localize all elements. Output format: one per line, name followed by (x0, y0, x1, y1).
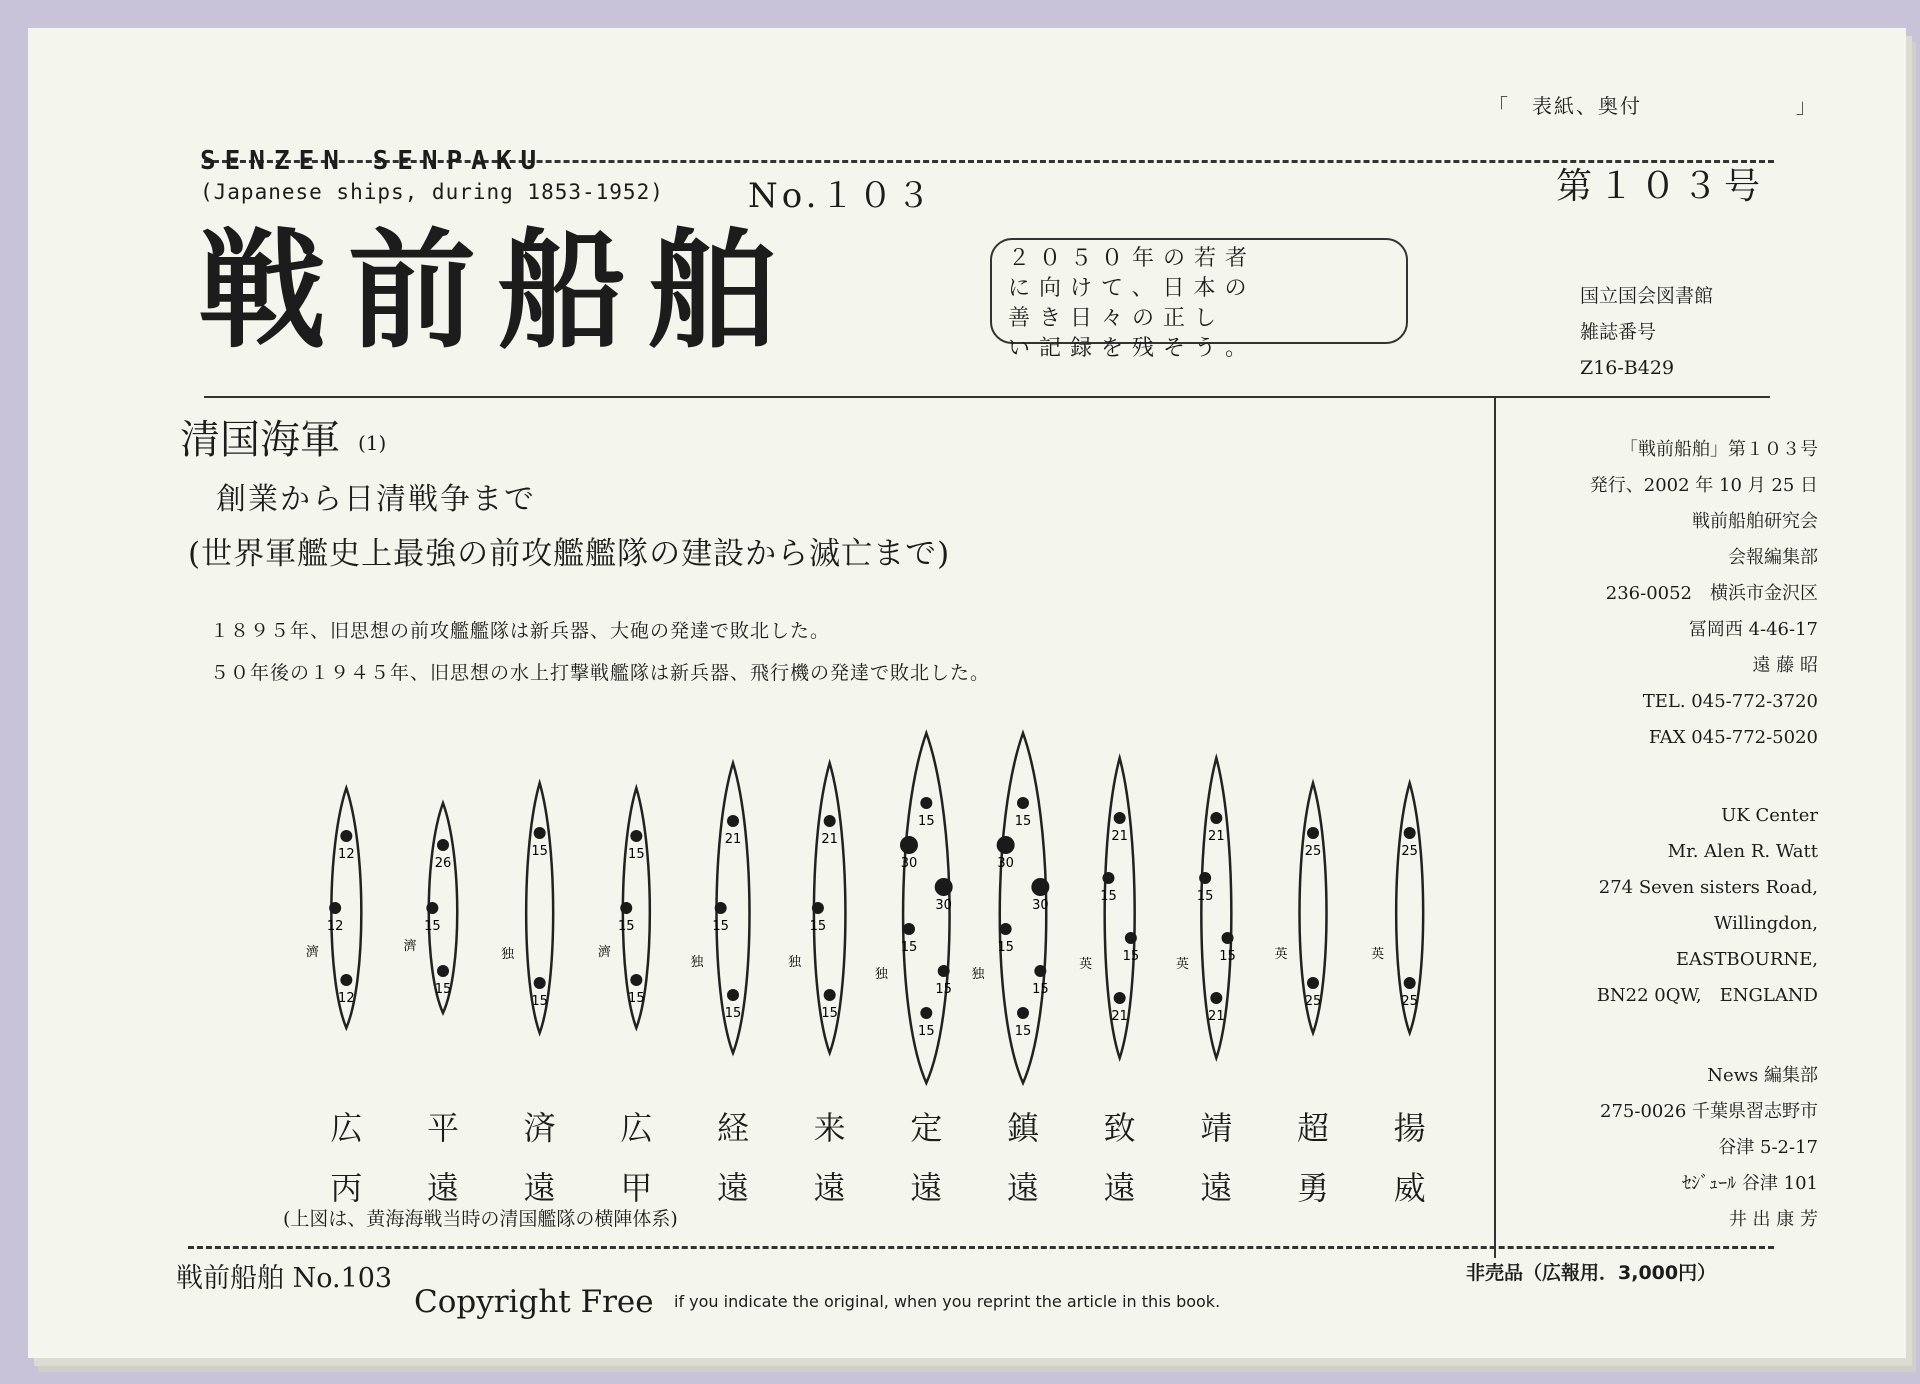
news-line: 井 出 康 芳 (1728, 1209, 1818, 1230)
ship-name-char-2: 遠 (813, 1169, 846, 1207)
gun-calibre-label: 15 (918, 814, 935, 829)
gun-turret (1125, 932, 1137, 944)
publication-line: 遠 藤 昭 (1752, 655, 1818, 676)
gun-turret (1114, 992, 1126, 1004)
publication-line: TEL. 045-772-3720 (1642, 691, 1818, 712)
builder-mark: 英 (1371, 947, 1385, 962)
publication-line: 236-0052 横浜市金沢区 (1605, 583, 1818, 604)
news-line: News 編集部 (1707, 1065, 1818, 1086)
gun-calibre-label: 15 (712, 919, 729, 934)
builder-mark: 英 (1079, 957, 1093, 972)
ship-silhouette (1176, 758, 1236, 1058)
gun-turret (903, 923, 915, 935)
gun-calibre-label: 15 (935, 982, 952, 997)
gun-calibre-label: 15 (434, 982, 452, 997)
gun-calibre-label: 21 (1208, 829, 1225, 844)
ship-name-char-2: 遠 (426, 1169, 459, 1207)
publication-line: FAX 045-772-5020 (1648, 727, 1818, 748)
title-english: SENZEN SENPAKU (200, 146, 546, 176)
sidebar-divider (1494, 398, 1496, 1258)
builder-mark: 濟 (597, 945, 611, 960)
footer-magazine-name: 戦前船舶 No.103 (176, 1263, 393, 1294)
uk-center-line: BN22 0QW, ENGLAND (1596, 985, 1818, 1006)
gun-turret (920, 1007, 932, 1019)
gun-calibre-label: 15 (724, 1006, 742, 1021)
gun-calibre-label: 15 (1100, 889, 1117, 904)
article-subtitle-2: (世界軍艦史上最強の前攻艦艦隊の建設から滅亡まで) (188, 536, 951, 572)
uk-center-line: 274 Seven sisters Road, (1598, 877, 1818, 898)
gun-calibre-label: 15 (1032, 982, 1049, 997)
ship-name-char-1: 致 (1103, 1109, 1136, 1147)
article-subtitle: 創業から日清戦争まで (216, 482, 536, 517)
ship-name-char-1: 超 (1296, 1109, 1329, 1147)
gun-calibre-label: 30 (935, 898, 952, 913)
news-line: 谷津 5-2-17 (1718, 1137, 1818, 1158)
builder-mark: 独 (788, 955, 802, 970)
gun-calibre-label: 15 (531, 844, 548, 859)
gun-turret (1404, 977, 1416, 989)
uk-center-line: EASTBOURNE, (1675, 949, 1818, 970)
gun-turret (727, 815, 739, 827)
gun-turret (534, 977, 546, 989)
gun-turret (1017, 1007, 1029, 1019)
article-title-text: 清国海軍 (180, 417, 340, 463)
ship-silhouette (1274, 783, 1326, 1033)
ship-silhouette (1371, 783, 1423, 1033)
builder-mark: 独 (690, 955, 704, 970)
ship-name (606, 1098, 666, 1218)
gun-turret (620, 902, 632, 914)
magazine-cover (28, 28, 1906, 1358)
gun-turret (1222, 932, 1234, 944)
gun-turret (1031, 878, 1049, 896)
uk-center-info (1508, 798, 1818, 1014)
ship-name-char-1: 鎮 (1006, 1109, 1039, 1147)
ship-name-char-1: 済 (523, 1109, 556, 1147)
uk-center-line: Mr. Alen R. Watt (1667, 841, 1818, 862)
gun-turret (1307, 977, 1319, 989)
ship-silhouette (1079, 758, 1139, 1058)
gun-turret (1199, 872, 1211, 884)
gun-turret (340, 974, 352, 986)
gun-turret (630, 830, 642, 842)
ship-name-char-2: 威 (1393, 1169, 1426, 1207)
gun-calibre-label: 15 (918, 1024, 935, 1039)
top-note: 「 表紙、奥付 」 (1488, 94, 1818, 118)
gun-turret (727, 989, 739, 1001)
motto-line: に向けて、日本の (1008, 276, 1256, 301)
header-rule (204, 396, 1770, 398)
gun-calibre-label: 15 (531, 994, 548, 1009)
gun-calibre-label: 21 (1208, 1009, 1225, 1024)
uk-center-line: Willingdon, (1713, 913, 1818, 934)
gun-calibre-label: 26 (434, 856, 452, 871)
gun-calibre-label: 15 (1014, 1024, 1032, 1039)
motto-line: い記録を残そう。 (1008, 336, 1257, 361)
ship-name (413, 1098, 473, 1218)
gun-calibre-label: 21 (1111, 829, 1128, 844)
ship-name (510, 1098, 570, 1218)
uk-center-line: UK Center (1721, 805, 1818, 826)
gun-turret (630, 974, 642, 986)
ship-name (1380, 1098, 1440, 1218)
ship-name (703, 1098, 763, 1218)
body-line-1: １８９５年、旧思想の前攻艦艦隊は新兵器、大砲の発達で敗北した。 (210, 620, 831, 642)
news-editor-info (1508, 1058, 1818, 1238)
publication-line: 「戦前船舶」第１０３号 (1620, 439, 1818, 460)
gun-turret (329, 902, 341, 914)
ship-name-char-1: 平 (426, 1109, 459, 1147)
builder-mark: 独 (501, 947, 515, 962)
footer-dashed-rule (188, 1246, 1774, 1249)
gun-turret (1210, 992, 1222, 1004)
ship-name (316, 1098, 376, 1218)
gun-turret (534, 827, 546, 839)
ship-silhouette (690, 763, 749, 1053)
gun-turret (920, 797, 932, 809)
body-line-2: ５０年後の１９４５年、旧思想の水上打撃戦艦隊は新兵器、飛行機の発達で敗北した。 (210, 662, 991, 684)
ship-name (800, 1098, 860, 1218)
gun-turret (935, 878, 953, 896)
gun-calibre-label: 15 (617, 919, 635, 934)
issue-number-en: No.１０３ (748, 176, 935, 216)
builder-mark: 英 (1175, 957, 1189, 972)
issue-number-jp: 第１０３号 (1556, 166, 1767, 207)
motto-line: ２０５０年の若者 (1008, 246, 1257, 271)
gun-calibre-label: 15 (628, 991, 645, 1006)
ship-name-char-1: 靖 (1200, 1109, 1233, 1147)
ndl-line: 雑誌番号 (1580, 321, 1657, 343)
gun-calibre-label: 15 (1122, 949, 1140, 964)
gun-calibre-label: 12 (338, 991, 355, 1006)
gun-calibre-label: 25 (1401, 994, 1418, 1009)
ship-name-char-2: 遠 (716, 1169, 749, 1207)
builder-mark: 濟 (305, 945, 319, 960)
ship-name-char-2: 遠 (910, 1169, 943, 1207)
gun-turret (824, 989, 836, 1001)
gun-calibre-label: 25 (1304, 994, 1322, 1009)
subtitle-english: (Japanese ships, during 1853-1952) (200, 180, 664, 204)
ship-silhouette (306, 788, 362, 1028)
gun-turret (1307, 827, 1319, 839)
gun-turret (938, 965, 950, 977)
gun-calibre-label: 15 (1219, 949, 1236, 964)
ndl-line: 国立国会図書館 (1580, 285, 1714, 307)
footer-price: 非売品（広報用．3,000円） (1466, 1262, 1717, 1284)
ship-name-char-2: 遠 (1103, 1169, 1136, 1207)
diagram-caption: (上図は、黄海海戦当時の清国艦隊の横陣体系) (283, 1208, 678, 1230)
ship-name-char-2: 遠 (1200, 1169, 1233, 1207)
builder-mark: 独 (971, 967, 985, 982)
gun-turret (1000, 923, 1012, 935)
ship-name-char-1: 揚 (1393, 1109, 1426, 1147)
ship-silhouette (788, 763, 845, 1053)
gun-calibre-label: 12 (338, 847, 355, 862)
article-number: (1) (358, 431, 387, 455)
gun-turret (812, 902, 824, 914)
gun-calibre-label: 15 (424, 919, 441, 934)
gun-calibre-label: 25 (1304, 844, 1322, 859)
publication-line: 冨岡西 4-46-17 (1688, 619, 1818, 640)
gun-turret (1114, 812, 1126, 824)
gun-calibre-label: 15 (997, 940, 1014, 955)
gun-calibre-label: 12 (326, 919, 344, 934)
publication-line: 発行、2002 年 10 月 25 日 (1589, 475, 1818, 496)
gun-calibre-label: 21 (1111, 1009, 1128, 1024)
gun-calibre-label: 25 (1401, 844, 1418, 859)
gun-calibre-label: 30 (997, 856, 1014, 871)
gun-turret (824, 815, 836, 827)
gun-turret (1034, 965, 1046, 977)
news-line: 275-0026 千葉県習志野市 (1600, 1101, 1818, 1122)
gun-turret (1102, 872, 1114, 884)
publication-info (1508, 432, 1818, 756)
ship-name-char-1: 広 (330, 1109, 363, 1147)
builder-mark: 英 (1274, 947, 1288, 962)
ship-name-char-1: 経 (716, 1109, 749, 1147)
footer-reprint-note: if you indicate the original, when you reprint the article in this book. (674, 1292, 1221, 1311)
ship-silhouette (971, 733, 1049, 1083)
builder-mark: 濟 (403, 939, 417, 954)
ship-name-char-2: 遠 (523, 1169, 556, 1207)
gun-turret (1017, 797, 1029, 809)
ship-silhouette (501, 783, 553, 1033)
ship-silhouette (598, 788, 650, 1028)
ship-name-char-2: 勇 (1296, 1169, 1329, 1207)
publication-line: 戦前船舶研究会 (1692, 511, 1818, 532)
ship-name-char-2: 甲 (620, 1169, 653, 1207)
ship-silhouette (403, 803, 457, 1013)
gun-calibre-label: 15 (1014, 814, 1032, 829)
gun-calibre-label: 21 (821, 832, 838, 847)
article-title (180, 408, 386, 465)
gun-calibre-label: 15 (1196, 889, 1214, 904)
footer-copyright: Copyright Free (414, 1284, 654, 1320)
ship-name (1090, 1098, 1150, 1218)
gun-turret (900, 836, 918, 854)
fleet-diagram (298, 708, 1458, 1088)
gun-calibre-label: 30 (1032, 898, 1049, 913)
gun-turret (426, 902, 438, 914)
news-line: ｾｼﾞｭｰﾙ 谷津 101 (1682, 1173, 1818, 1194)
motto-lines (1008, 244, 1390, 364)
ship-name (993, 1098, 1053, 1218)
gun-turret (437, 965, 449, 977)
gun-calibre-label: 30 (900, 856, 918, 871)
ship-name-char-2: 丙 (330, 1169, 363, 1207)
library-registration (1580, 278, 1713, 386)
ship-name-char-1: 広 (620, 1109, 653, 1147)
gun-turret (715, 902, 727, 914)
ship-name (1283, 1098, 1343, 1218)
gun-turret (1210, 812, 1222, 824)
ship-silhouette (875, 733, 953, 1083)
gun-calibre-label: 15 (821, 1006, 838, 1021)
ship-name-char-1: 来 (813, 1109, 846, 1147)
motto-line: 善き日々の正し (1008, 306, 1226, 331)
ship-name-char-1: 定 (910, 1109, 943, 1147)
builder-mark: 独 (874, 967, 888, 982)
gun-turret (1404, 827, 1416, 839)
ship-name-char-2: 遠 (1006, 1169, 1039, 1207)
ndl-line: Z16-B429 (1580, 357, 1675, 379)
gun-calibre-label: 15 (628, 847, 645, 862)
title-japanese: 戦前船舶 (198, 217, 799, 366)
gun-turret (437, 839, 449, 851)
motto-box (990, 238, 1408, 361)
gun-calibre-label: 15 (809, 919, 827, 934)
gun-calibre-label: 21 (724, 832, 742, 847)
gun-turret (340, 830, 352, 842)
gun-calibre-label: 15 (900, 940, 918, 955)
publication-line: 会報編集部 (1728, 547, 1818, 568)
gun-turret (997, 836, 1015, 854)
ship-name (896, 1098, 956, 1218)
ship-name (1186, 1098, 1246, 1218)
